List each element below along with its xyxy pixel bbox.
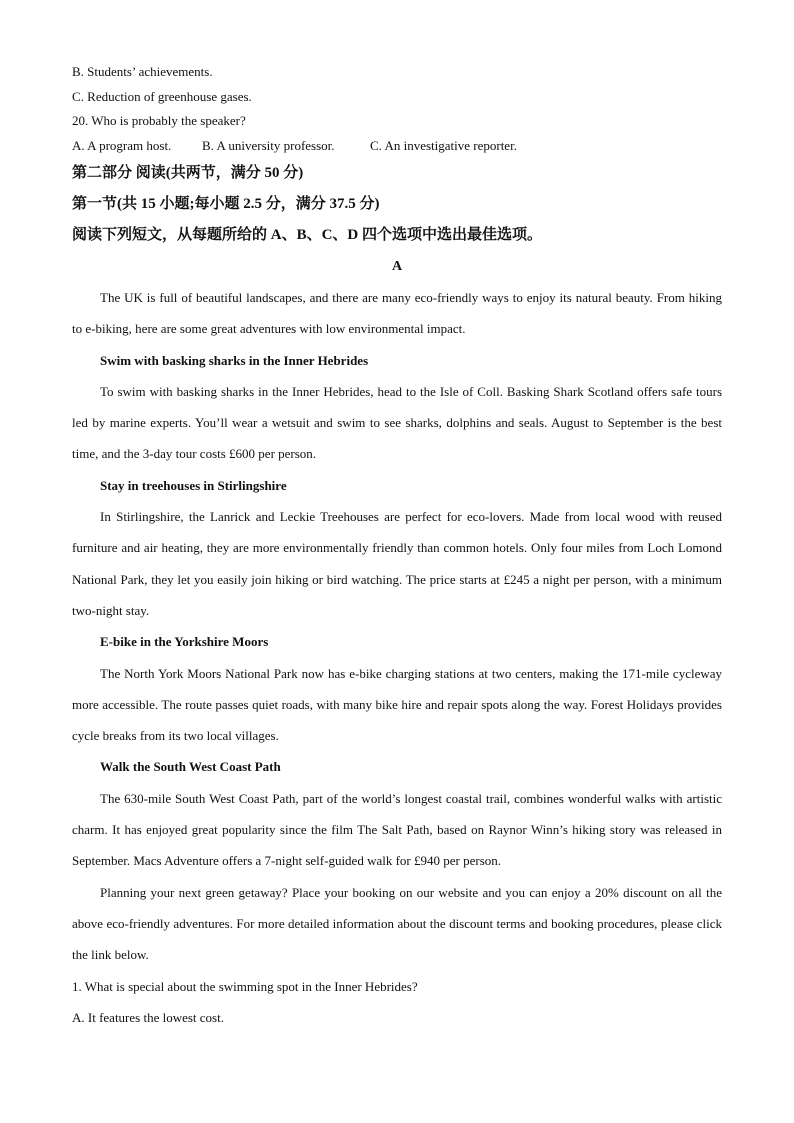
item-text: The 630-mile South West Coast Path, part of the world’s longest coastal trail, combines wonderful walks with artistic charm. It has enjoyed great popularity since the film The Salt Path, based on Raynor Winn’s hiking story was released in September. Macs Adventure offers a 7-night self-guided walk for £940 per person. — [72, 790, 722, 869]
q20-option-b: B. A university professor. — [202, 137, 335, 153]
question-20-options — [72, 134, 722, 159]
prev-option-b: B. Students’ achievements. — [72, 64, 213, 79]
item-text: The North York Moors National Park now has e-bike charging stations at two centers, making the 171-mile cycleway more accessible. The route passes quiet roads, with many bike hire and repair spots along the way. Forest Holidays provides cycle breaks from its two local villages. — [72, 665, 722, 744]
part-title: 第二部分 阅读(共两节，满分 50 分) — [72, 165, 304, 181]
item-heading: E-bike in the Yorkshire Moors — [100, 634, 269, 650]
passage-closing: Planning your next green getaway? Place your booking on our website and you can enjoy a 20% discount on all the above eco-friendly adventures. For more detailed information about the discount terms and booking procedures, please click the link below. — [72, 884, 722, 963]
question-20: 20. Who is probably the speaker? — [72, 113, 246, 128]
item-text: To swim with basking sharks in the Inner Hebrides, head to the Isle of Coll. Basking Shark Scotland offers safe tours led by marine experts. You’ll wear a wetsuit and swim to see sharks, dolphins and seals. August to September is the best time, and the 3-day tour costs £600 per person. — [72, 383, 722, 462]
section-subtitle: 第一节(共 15 小题;每小题 2.5 分，满分 37.5 分) — [72, 196, 380, 212]
question-1-stem: 1. What is special about the swimming spot in the Inner Hebrides? — [72, 978, 418, 994]
item-heading: Walk the South West Coast Path — [100, 759, 281, 775]
document-page — [72, 60, 722, 1033]
q20-option-c: C. An investigative reporter. — [370, 137, 517, 153]
item-heading: Swim with basking sharks in the Inner Hebrides — [100, 352, 369, 368]
item-text: In Stirlingshire, the Lanrick and Leckie Treehouses are perfect for eco-lovers. Made from local wood with reused furniture and air heating, they are more environmentally friendly than common hotels. Only four miles from Loch Lomond National Park, they let you easily join hiking or bird watching. The price starts at £245 a night per person, with a minimum two-night stay. — [72, 509, 722, 618]
q20-option-a: A. A program host. — [72, 137, 172, 153]
passage-label: A — [391, 259, 403, 274]
question-1-option-a: A. It features the lowest cost. — [72, 1009, 224, 1025]
prev-option-c: C. Reduction of greenhouse gases. — [72, 88, 252, 104]
section-instruction: 阅读下列短文，从每题所给的 A、B、C、D 四个选项中选出最佳选项。 — [72, 227, 543, 243]
item-heading: Stay in treehouses in Stirlingshire — [100, 477, 287, 493]
passage-intro: The UK is full of beautiful landscapes, and there are many eco-friendly ways to enjoy its natural beauty. From hiking to e-biking, here are some great adventures with low environmental impact. — [72, 290, 722, 337]
